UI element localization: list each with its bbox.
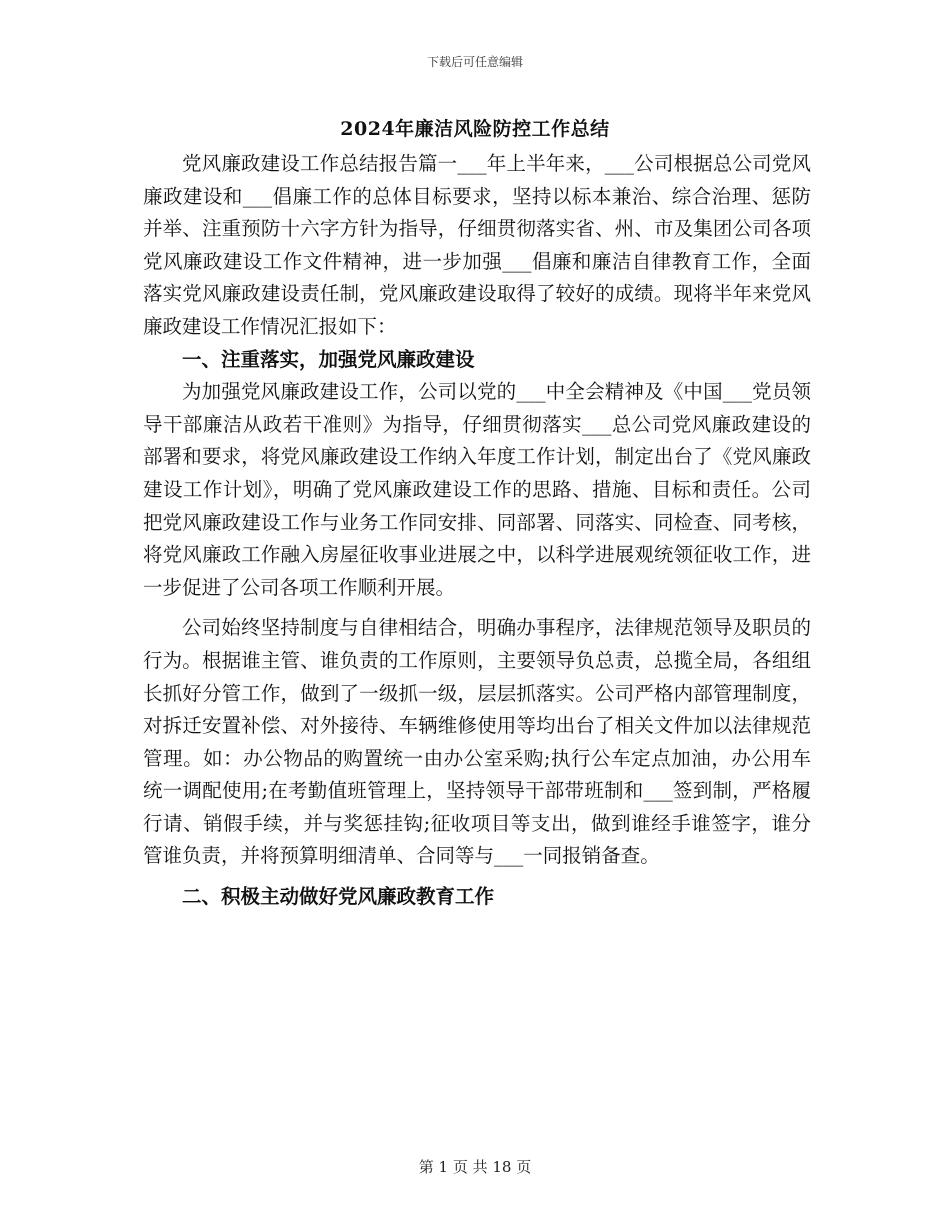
section-heading-2: 二、积极主动做好党风廉政教育工作: [182, 885, 495, 909]
paragraph-section1-b: 公司始终坚持制度与自律相结合，明确办事程序，法律规范领导及职员的行为。根据谁主管、谁负责的工作原则，主要领导负总责，总揽全局，各组组长抓好分管工作，做到了一级抓一级，层层抓落实。公司严格内部管理制度，对拆迁安置补偿、对外接待、车辆维修使用等均出台了相关文件加以法律规范管理。如：办公物品的购置统一由办公室采购;执行公车定点加油，办公用车统一调配使用;在考勤值班管理上，坚持领导干部带班制和___签到制，严格履行请、销假手续，并与奖惩挂钩;征收项目等支出，做到谁经手谁签字，谁分管谁负责，并将预算明细清单、合同等与___一同报销备查。: [143, 616, 811, 868]
paragraph-intro: 党风廉政建设工作总结报告篇一___年上半年来，___公司根据总公司党风廉政建设和___倡廉工作的总体目标要求，坚持以标本兼治、综合治理、惩防并举、注重预防十六字方针为指导，仔细贯彻落实省、州、市及集团公司各项党风廉政建设工作文件精神，进一步加强___倡廉和廉洁自律教育工作，全面落实党风廉政建设责任制，党风廉政建设取得了较好的成绩。现将半年来党风廉政建设工作情况汇报如下：: [143, 152, 811, 338]
document-body: [143, 148, 811, 914]
section-heading-1: 一、注重落实，加强党风廉政建设: [182, 347, 475, 371]
document-title: 2024年廉洁风险防控工作总结: [340, 118, 610, 140]
header-note: 下载后可任意编辑: [426, 55, 523, 69]
page-number: 第 1 页 共 18 页: [418, 1158, 532, 1176]
paragraph-section1-a: 为加强党风廉政建设工作，公司以党的___中全会精神及《中国___党员领导干部廉洁从政若干准则》为指导，仔细贯彻落实___总公司党风廉政建设的部署和要求，将党风廉政建设工作纳入年度工作计划，制定出台了《党风廉政建设工作计划》，明确了党风廉政建设工作的思路、措施、目标和责任。公司把党风廉政建设工作与业务工作同安排、同部署、同落实、同检查、同考核，将党风廉政工作融入房屋征收事业进展之中，以科学进展观统领征收工作，进一步促进了公司各项工作顺利开展。: [143, 380, 811, 599]
